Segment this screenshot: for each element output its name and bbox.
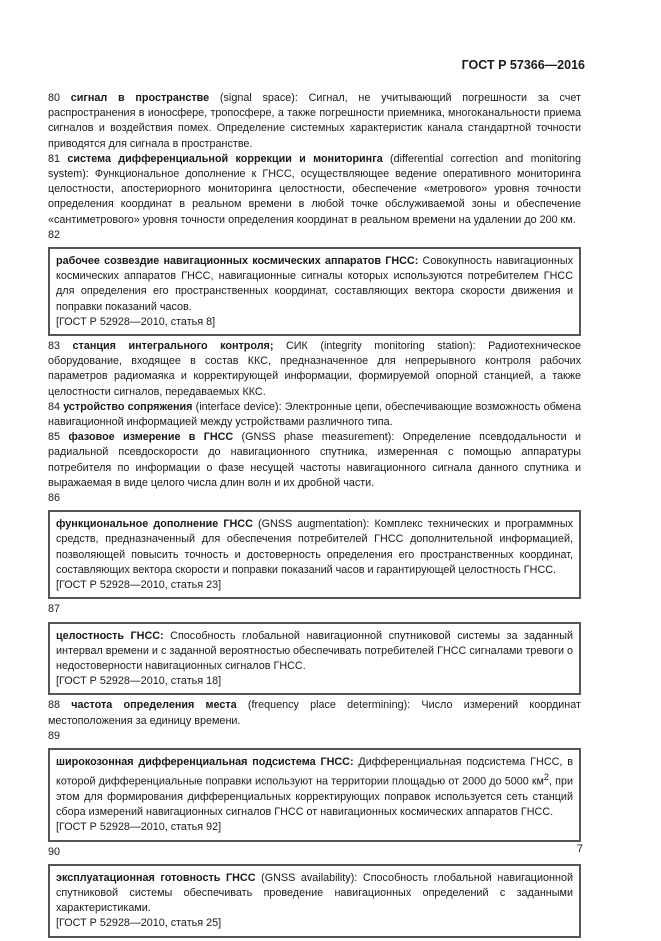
- entry-number-90: 90: [48, 845, 61, 858]
- term-definition: Совокупность навигационных космических аппаратов ГНСС, навигационные сигналы которых используются потребителем ГНСС для определения его пространственных координат, составляющих вектора скорости движения и поправки показаний часов.: [56, 255, 573, 313]
- entry-86-box: [48, 510, 581, 599]
- term-definition: (GNSS phase measurement): Определение псевдодальности и радиальной псевдоскорости до навигационного спутника, измеренная с помощью аппаратуры потребителя по информации о фазе несущей частоты навигационного сигнала данного спутника и выражаемая в виде целого числа длин волн и их дробной части.: [48, 431, 582, 489]
- superscript: 2: [543, 772, 549, 783]
- term-definition: (GNSS augmentation): Комплекс технических и программных средств, предназначенный для обеспечения потребителей ГНСС дополнительной информацией, позволяющей повысить точность и достоверность определения его пространственных координат, составляющих вектора скорости и поправки показаний часов и гарантирующей целостность ГНСС.: [56, 518, 574, 576]
- term-definition: (differential correction and monitoring system): Функциональное дополнение к ГНСС, осуществляющее ведение оперативного мониторинга целостности, апостериорного мониторинга целостности, обеспечение «метрового» уровня точности определения координат в реальном времени в любой точке обслуживаемой зоны и обеспечение «сантиметрового» уровня точности определения координат в реальном времени на удалении до 200 км.: [48, 152, 581, 226]
- term-name: устройство сопряжения: [63, 400, 193, 413]
- entry-number: 84: [48, 400, 61, 413]
- entry-89-box: [48, 748, 581, 842]
- source-reference: [ГОСТ Р 52928—2010, статья 25]: [56, 917, 222, 930]
- entry-81: [48, 152, 581, 228]
- entry-number-87: 87: [48, 603, 61, 616]
- source-reference: [ГОСТ Р 52928—2010, статья 92]: [56, 821, 222, 834]
- term-name: система дифференциальной коррекции и мониторинга: [67, 152, 383, 165]
- entry-number: 83: [48, 340, 61, 353]
- entry-number-82: 82: [48, 228, 61, 241]
- entry-88: [48, 698, 581, 728]
- page-number: 7: [576, 843, 583, 855]
- entry-number: 85: [48, 431, 61, 444]
- term-definition-cont: , при этом для формирования дифференциальных корректирующих поправок используется сеть станций сбора измерений навигационных сигналов ГНСС от навигационных космических аппаратов ГНСС.: [56, 775, 573, 819]
- entry-87-box: [48, 622, 581, 696]
- term-name: эксплуатационная готовность ГНСС: [56, 871, 256, 884]
- term-definition: СИК (integrity monitoring station): Радиотехническое оборудование, входящее в состав ККС, предназначенное для непрерывного контроля рабочих параметров радиомаяка и корректирующей информации, формируемой опорной станцией, а также целостности сигналов, передаваемых ККС.: [48, 340, 581, 398]
- entry-number-86: 86: [48, 492, 61, 505]
- entry-number: 81: [48, 152, 61, 165]
- source-reference: [ГОСТ Р 52928—2010, статья 23]: [56, 579, 222, 592]
- source-reference: [ГОСТ Р 52928—2010, статья 8]: [56, 315, 216, 328]
- term-definition: Дифференциальная подсистема ГНСС, в которой дифференциальные поправки используют на территории площадью от 2000 до 5000 км: [56, 755, 573, 788]
- entry-83: [48, 339, 581, 400]
- term-definition: (interface device): Электронные цепи, обеспечивающие возможность обмена навигационной информацией между устройствами различного типа.: [48, 400, 582, 429]
- term-name: широкозонная дифференциальная подсистема ГНСС:: [56, 755, 354, 768]
- entry-number: 88: [48, 699, 61, 712]
- entry-number: 80: [48, 92, 61, 104]
- term-name: станция интегрального контроля;: [72, 340, 274, 353]
- term-name: фазовое измерение в ГНСС: [68, 431, 234, 444]
- term-definition: (GNSS availability): Способность глобальной навигационной спутниковой системы обеспечивать проведение навигационных определений с заданными характеристиками.: [56, 871, 573, 915]
- entry-84: [48, 400, 581, 430]
- entry-90-box: [48, 864, 581, 938]
- term-name: функциональное дополнение ГНСС: [56, 518, 253, 531]
- entry-82-box: [48, 247, 581, 336]
- term-definition: (signal space): Сигнал, не учитывающий погрешности за счет распространения в ионосфере, тропосфере, а также погрешности приемника, многоканальности приема сигналов и воздействия помех. Определение системных характеристик канала стандартной точности приводятся для сигнала в пространстве.: [48, 92, 582, 150]
- term-definition: Способность глобальной навигационной спутниковой системы за заданный интервал времени и с заданной вероятностью обеспечивать потребителей ГНСС сигналами тревоги о недостоверности навигационных сигналов ГНСС.: [56, 629, 573, 672]
- term-definition: (frequency place determining): Число измерений координат местоположения за единицу времени.: [48, 699, 581, 727]
- term-name: частота определения места: [71, 699, 237, 712]
- term-name: целостность ГНСС:: [56, 629, 164, 642]
- entry-number-89: 89: [48, 729, 61, 742]
- term-name: сигнал в пространстве: [70, 92, 210, 104]
- source-reference: [ГОСТ Р 52928—2010, статья 18]: [56, 675, 222, 688]
- document-id: ГОСТ Р 57366—2016: [461, 58, 585, 72]
- term-list: [48, 91, 581, 941]
- entry-85: [48, 430, 581, 491]
- entry-80: [48, 91, 581, 152]
- term-name: рабочее созвездие навигационных космических аппаратов ГНСС:: [56, 255, 419, 268]
